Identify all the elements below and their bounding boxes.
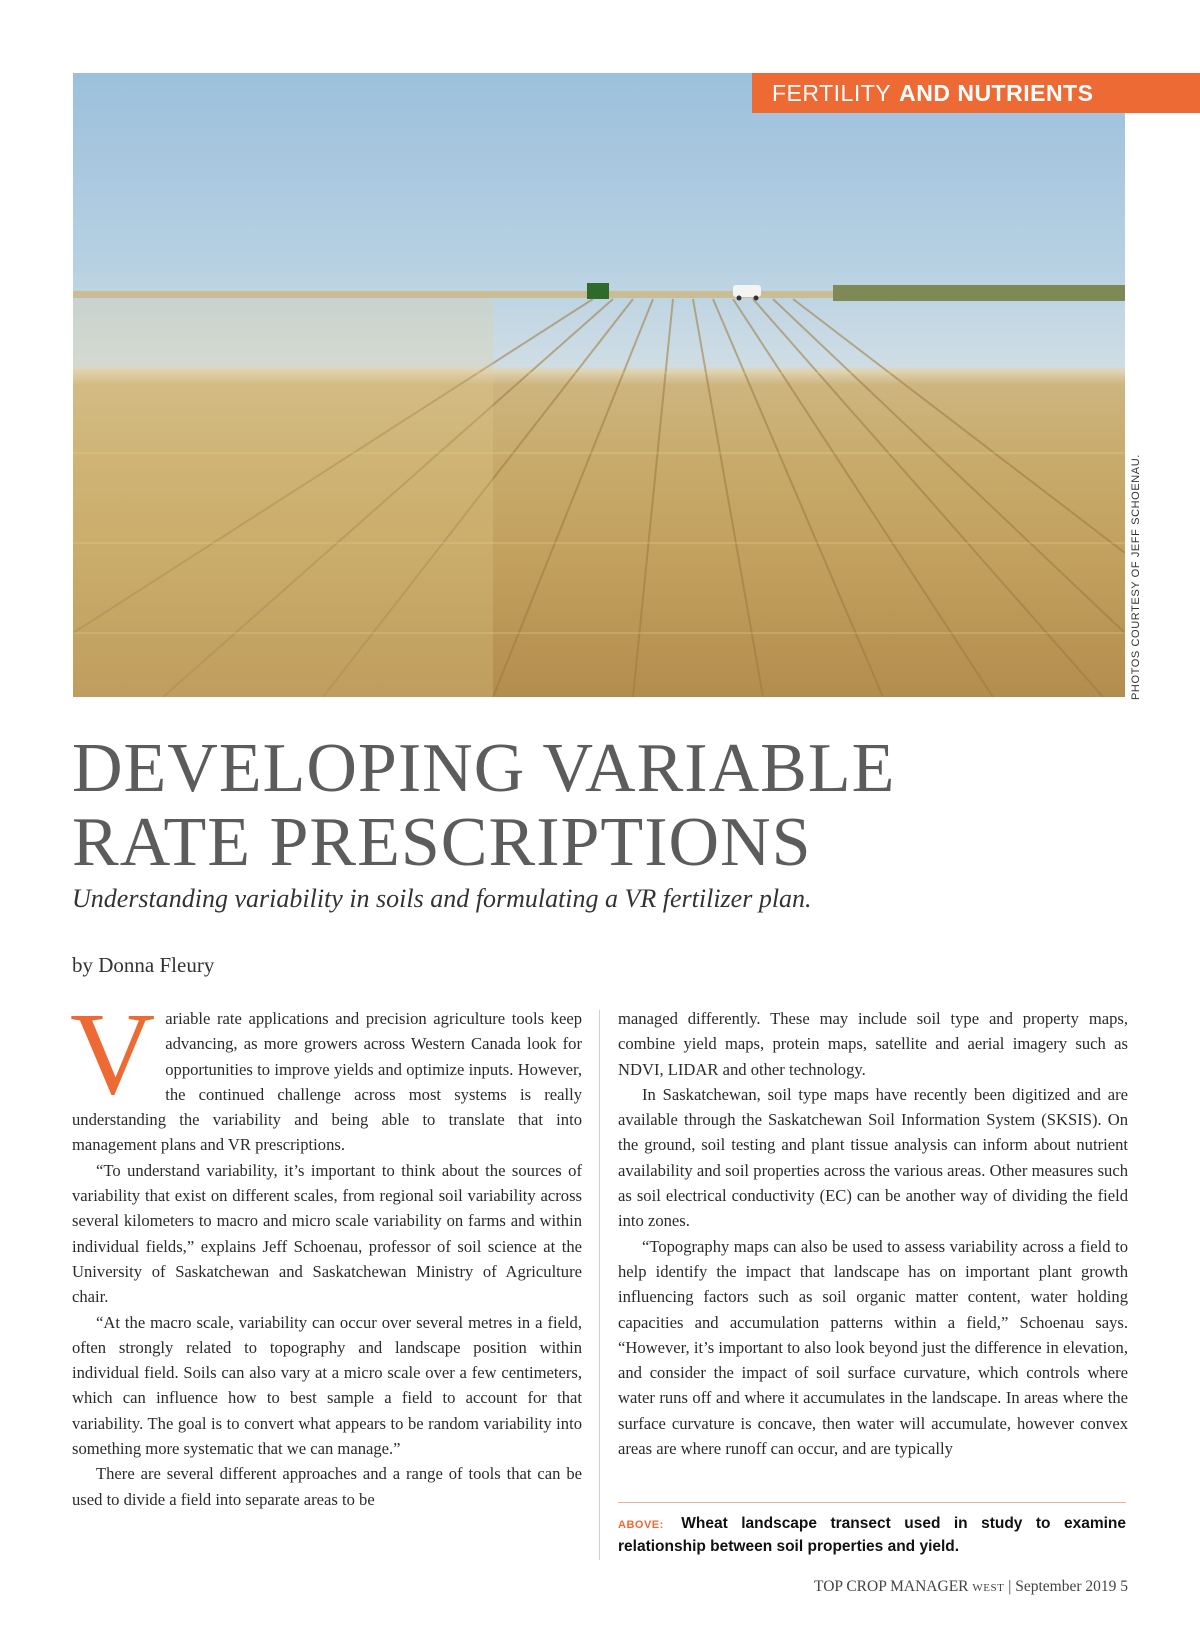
paragraph: There are several different approaches and a range of tools that can be used to divide a field into separate areas to be: [72, 1464, 582, 1509]
van-icon: [733, 285, 761, 297]
footer-separator: |: [1008, 1578, 1012, 1595]
paragraph: managed differently. These may include soil type and property maps, combine yield maps, protein maps, satellite and aerial imagery such as NDVI, LIDAR and other technology.: [618, 1009, 1128, 1079]
paragraph: [70, 988, 582, 1158]
paragraph: In Saskatchewan, soil type maps have recently been digitized and are available through the Saskatchewan Soil Information System (SKSIS). On the ground, soil testing and plant tissue analysis can inform about nutrient availability and soil properties across the various areas. Other measures such as soil electrical conductivity (EC) can be another way of dividing the field into zones.: [618, 1084, 1128, 1231]
section-label-bold: AND NUTRIENTS: [899, 79, 1094, 106]
article-column-right: [618, 1006, 1128, 1461]
footer-publication: TOP CROP MANAGER: [814, 1578, 969, 1595]
section-banner: [752, 73, 1200, 113]
article-title-line-1: DEVELOPING VARIABLE: [72, 730, 896, 807]
page-footer: [814, 1578, 1128, 1596]
paragraph: “At the macro scale, variability can occur over several metres in a field, often strongly related to topography and landscape position within individual field. Soils can also vary at a micro scale over a few centimeters, which can influence how to best sample a field to account for that variability. The goal is to convert what appears to be random variability into something more systematic that we can manage.”: [72, 1312, 582, 1459]
column-divider: [599, 1010, 600, 1560]
drop-cap: V: [70, 988, 156, 1119]
caption-text: Wheat landscape transect used in study to examine relationship between soil properties and yield.: [618, 1515, 1127, 1555]
paragraph-text: ariable rate applications and precision agriculture tools keep advancing, as more growers across Western Canada look for opportunities to improve yields and optimize inputs. However, the continued challenge across most systems is really understanding the variability and being able to translate that into management plans and VR prescriptions.: [72, 1009, 582, 1155]
article-subtitle: Understanding variability in soils and formulating a VR fertilizer plan.: [72, 884, 812, 913]
paragraph: “To understand variability, it’s important to think about the sources of variability that exist on different scales, from regional soil variability across several kilometers to macro and micro scale variability on farms and within individual fields,” explains Jeff Schoenau, professor of soil science at the University of Saskatchewan and Saskatchewan Ministry of Agriculture chair.: [72, 1160, 582, 1307]
field-photo: [73, 73, 1125, 697]
photo-caption: [618, 1513, 1126, 1557]
footer-date-page: September 2019 5: [1015, 1578, 1128, 1595]
field-photo-illustration: [73, 73, 1125, 697]
article-title-line-2: RATE PRESCRIPTIONS: [72, 804, 812, 881]
paragraph: “Topography maps can also be used to assess variability across a field to help identify the impact that landscape has on important plant growth influencing factors such as soil organic matter content, water holding capacities and accumulation patterns within a field,” Schoenau says. “However, it’s important to also look beyond just the difference in elevation, and consider the impact of soil surface curvature, which controls where water runs off and where it accumulates in the landscape. In areas where the surface curvature is concave, then water will accumulate, however convex areas are where runoff can occur, and are typically: [618, 1236, 1128, 1459]
section-label-light: FERTILITY: [772, 79, 892, 106]
caption-rule: [618, 1502, 1126, 1503]
caption-label: ABOVE:: [618, 1519, 664, 1531]
footer-edition: WEST: [972, 1582, 1005, 1594]
article-title: [72, 732, 1072, 880]
photo-credit: PHOTOS COURTESY OF JEFF SCHOENAU.: [1130, 454, 1142, 700]
article-column-left: [70, 988, 582, 1512]
byline: by Donna Fleury: [72, 953, 215, 977]
combine-icon: [587, 283, 609, 299]
